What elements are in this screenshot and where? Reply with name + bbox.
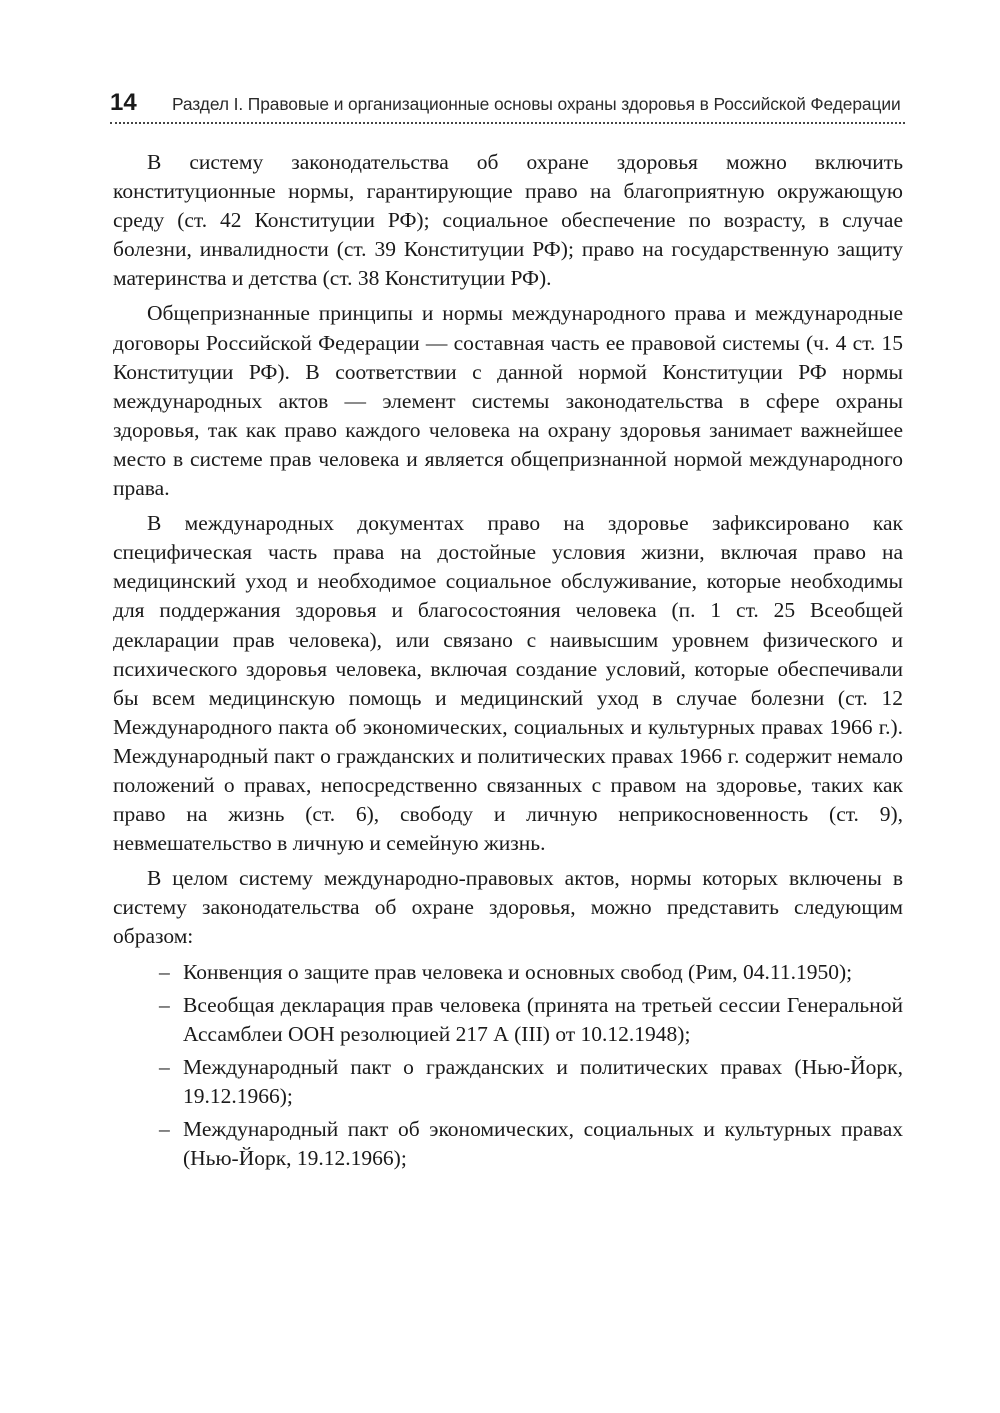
list-item [159, 991, 903, 1049]
running-head: Раздел I. Правовые и организационные основы охраны здоровья в Российской Федерации [172, 94, 901, 114]
dash-bullet: – [159, 1054, 170, 1079]
list-item [159, 1115, 903, 1173]
paragraph: В международных документах право на здоровье зафиксировано как специфическая часть права на достойные условия жизни, включая право на медицинский уход и необходимое социальное обслуживание, которые необходимы для поддержания здоровья и благосостояния человека (п. 1 ст. 25 Всеобщей декларации прав человека), или связано с наивысшим уровнем физического и психического здоровья человека, включая создание условий, которые обеспечивали бы всем медицинскую помощь и медицинский уход в случае болезни (ст. 12 Международного пакта об экономических, социальных и культурных правах 1966 г.). Международный пакт о гражданских и политических правах 1966 г. содержит немало положений о правах, непосредственно связанных с правом на здоровье, таких как право на жизнь (ст. 6), свободу и личную неприкосновенность (ст. 9), невмешательство в личную и семейную жизнь. [113, 511, 903, 856]
dash-bullet: – [159, 959, 170, 984]
list-item [159, 958, 903, 987]
dash-bullet: – [159, 1117, 170, 1141]
paragraph: В целом систему международно-правовых актов, нормы которых включены в систему законодательства об охране здоровья, можно представить следующим образом: [113, 866, 903, 949]
page-body [113, 148, 903, 1177]
paragraph: Общепризнанные принципы и нормы международного права и международные договоры Российской Федерации — составная часть ее правовой системы (ч. 4 ст. 15 Конституции РФ). В соответствии с данной нормой Конституции РФ нормы международных актов — элемент системы законодательства в сфере охраны здоровья, так как право каждого человека на охрану здоровья занимает важнейшее место в системе прав человека и является общепризнанной нормой международного права. [113, 301, 903, 501]
list-item [159, 1053, 903, 1111]
page-number: 14 [110, 89, 137, 116]
paragraph: В систему законодательства об охране здоровья можно включить конституционные нормы, гарантирующие право на благоприятную окружающую среду (ст. 42 Конституции РФ); социальное обеспечение по возрасту, в случае болезни, инвалидности (ст. 39 Конституции РФ); право на государственную защиту материнства и детства (ст. 38 Конституции РФ). [113, 150, 903, 291]
list-item-text: Международный пакт о гражданских и политических правах (Нью-Йорк, 19.12.1966); [183, 1054, 903, 1108]
list-item-text: Всеобщая декларация прав человека (принята на третьей сессии Генеральной Ассамблеи ООН резолюцией 217 А (III) от 10.12.1948); [183, 992, 903, 1046]
page-header [110, 88, 905, 128]
list-item-text: Международный пакт об экономических, социальных и культурных правах (Нью-Йорк, 19.12.1966); [183, 1117, 903, 1171]
list-item-text: Конвенция о защите прав человека и основных свобод (Рим, 04.11.1950); [183, 959, 853, 984]
dash-bullet: – [159, 992, 170, 1017]
international-acts-list [113, 958, 903, 1174]
header-divider [110, 122, 905, 124]
